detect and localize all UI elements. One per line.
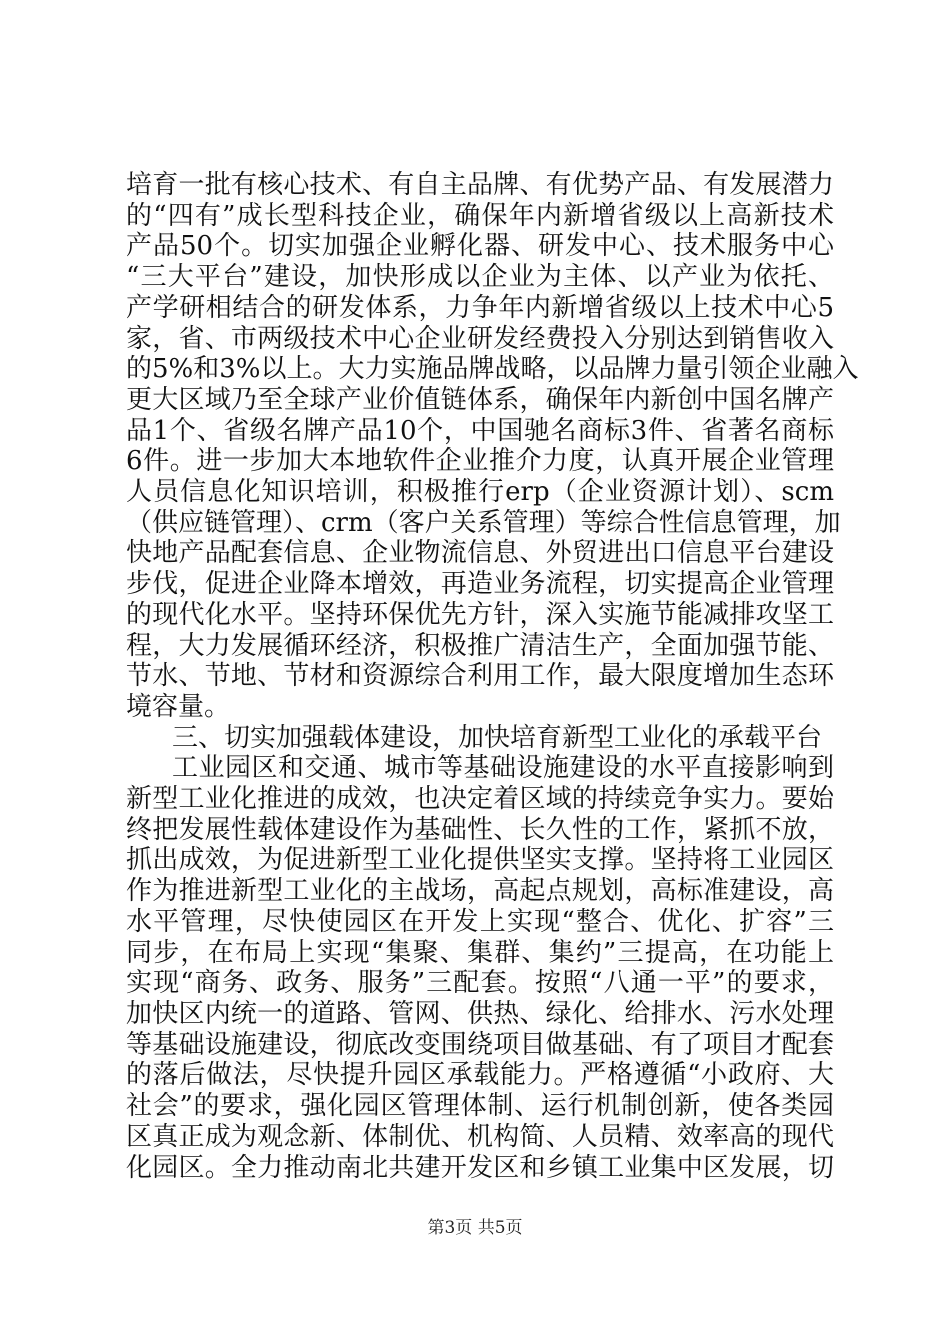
text-line: 6件。进一步加大本地软件企业推介力度，认真开展企业管理 — [126, 446, 834, 477]
text-line: 实现“商务、政务、服务”三配套。按照“八通一平”的要求， — [126, 968, 834, 999]
text-line: 加快区内统一的道路、管网、供热、绿化、给排水、污水处理 — [126, 998, 834, 1029]
page-footer — [0, 1213, 950, 1238]
text-line: 的现代化水平。坚持环保优先方针，深入实施节能减排攻坚工 — [126, 599, 834, 630]
section-heading-text: 三、切实加强载体建设，加快培育新型工业化的承载平台 — [172, 722, 823, 753]
paragraph-1 — [126, 170, 859, 723]
text-line: 产学研相结合的研发体系，力争年内新增省级以上技术中心5 — [126, 292, 834, 323]
text-line: （供应链管理）、crm（客户关系管理）等综合性信息管理，加 — [126, 507, 841, 538]
text-line: 品1个、省级名牌产品10个，中国驰名商标3件、省著名商标 — [126, 415, 834, 446]
text-line: 作为推进新型工业化的主战场，高起点规划，高标准建设，高 — [126, 876, 834, 907]
text-line: “三大平台”建设，加快形成以企业为主体、以产业为依托、 — [126, 262, 834, 293]
document-body — [126, 170, 859, 1183]
text-line: 的“四有”成长型科技企业，确保年内新增省级以上高新技术 — [126, 200, 834, 231]
page-number: 第3页 共5页 — [427, 1218, 523, 1238]
text-line: 社会”的要求，强化园区管理体制、运行机制创新，使各类园 — [126, 1091, 834, 1122]
text-line: 培育一批有核心技术、有自主品牌、有优势产品、有发展潜力 — [126, 170, 834, 200]
text-line: 程，大力发展循环经济，积极推广清洁生产，全面加强节能、 — [126, 630, 834, 661]
text-line: 的5%和3%以上。大力实施品牌战略，以品牌力量引领企业融入 — [126, 354, 859, 385]
text-line: 同步，在布局上实现“集聚、集群、集约”三提高，在功能上 — [126, 937, 834, 968]
text-line: 产品50个。切实加强企业孵化器、研发中心、技术服务中心 — [126, 231, 834, 262]
text-line: 的落后做法，尽快提升园区承载能力。严格遵循“小政府、大 — [126, 1060, 834, 1091]
text-line: 抓出成效，为促进新型工业化提供坚实支撑。坚持将工业园区 — [126, 845, 834, 876]
text-line: 快地产品配套信息、企业物流信息、外贸进出口信息平台建设 — [126, 538, 834, 569]
section-heading — [126, 723, 846, 754]
paragraph-2 — [126, 753, 846, 1183]
text-line: 化园区。全力推动南北共建开发区和乡镇工业集中区发展，切 — [126, 1152, 834, 1183]
text-line: 家，省、市两级技术中心企业研发经费投入分别达到销售收入 — [126, 323, 834, 354]
text-line: 工业园区和交通、城市等基础设施建设的水平直接影响到 — [172, 753, 834, 784]
text-line: 步伐，促进企业降本增效，再造业务流程，切实提高企业管理 — [126, 569, 834, 600]
text-line: 更大区域乃至全球产业价值链体系，确保年内新创中国名牌产 — [126, 384, 834, 415]
text-line: 等基础设施建设，彻底改变围绕项目做基础、有了项目才配套 — [126, 1029, 834, 1060]
text-line: 水平管理，尽快使园区在开发上实现“整合、优化、扩容”三 — [126, 906, 834, 937]
text-line: 终把发展性载体建设作为基础性、长久性的工作，紧抓不放， — [126, 814, 834, 845]
text-line: 节水、节地、节材和资源综合利用工作，最大限度增加生态环 — [126, 661, 834, 692]
text-line: 新型工业化推进的成效，也决定着区域的持续竞争实力。要始 — [126, 784, 834, 815]
text-line: 境容量。 — [126, 691, 231, 722]
text-line: 人员信息化知识培训，积极推行erp（企业资源计划）、scm — [126, 477, 834, 508]
text-line: 区真正成为观念新、体制优、机构简、人员精、效率高的现代 — [126, 1121, 834, 1152]
